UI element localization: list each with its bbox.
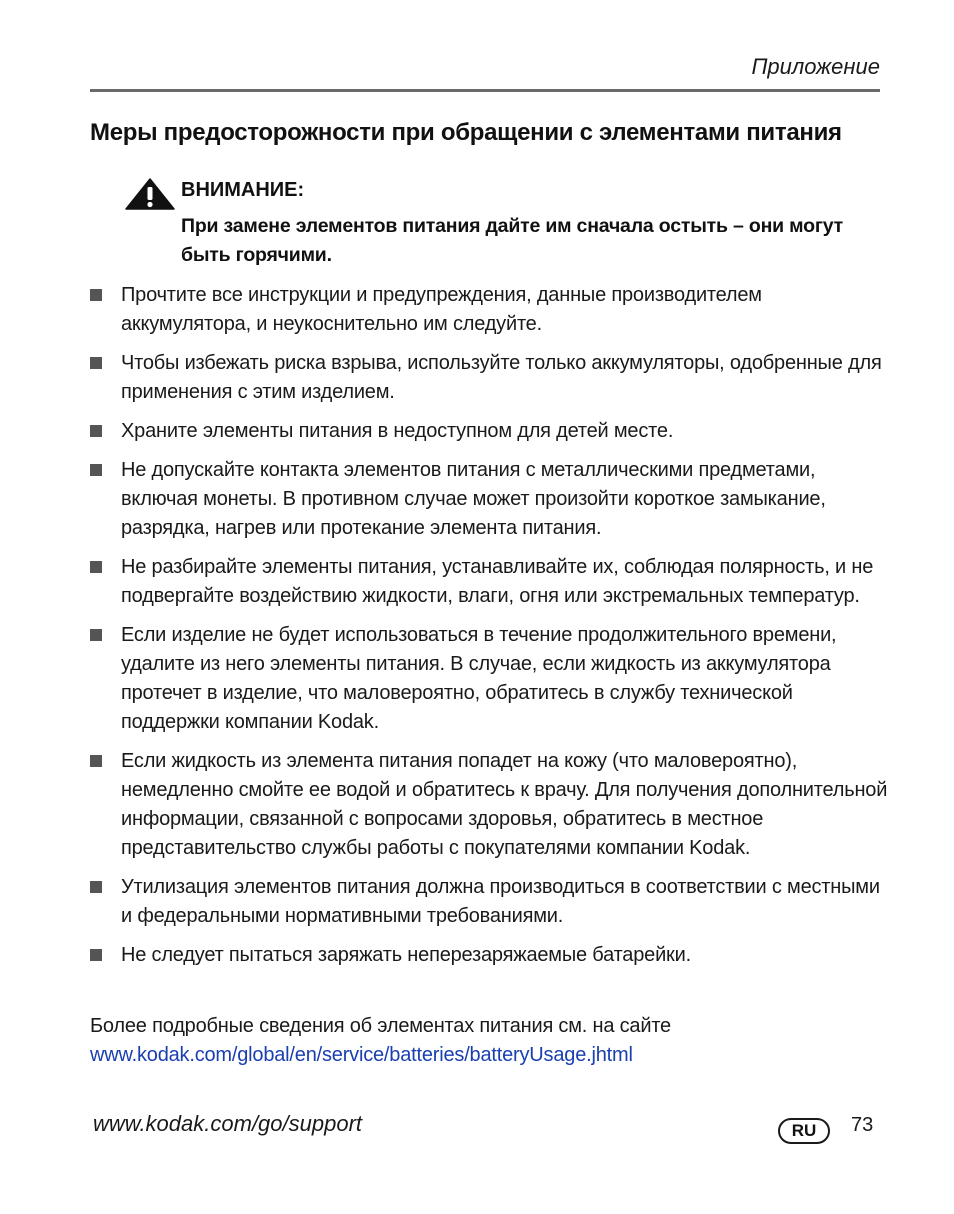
list-item xyxy=(90,417,890,446)
language-badge: RU xyxy=(778,1118,830,1144)
list-item xyxy=(90,349,890,407)
bullet-marker xyxy=(90,464,102,476)
bullet-marker xyxy=(90,561,102,573)
list-item-text: Если жидкость из элемента питания попадет на кожу (что маловероятно), немедленно смойте ее водой и обратитесь к врачу. Для получения дополнительной информации, связанной с вопросами здоровья, обратитесь в местное представительство службы работы с покупателями компании Kodak. xyxy=(121,750,888,859)
list-item xyxy=(90,941,890,970)
list-item-text: Если изделие не будет использоваться в течение продолжительного времени, удалите из него элементы питания. В случае, если жидкость из аккумулятора протечет в изделие, что маловероятно, обратитесь в службу технической поддержки компании Kodak. xyxy=(121,624,837,733)
footer-support-url: www.kodak.com/go/support xyxy=(93,1111,363,1136)
bullet-marker xyxy=(90,629,102,641)
bullet-marker xyxy=(90,755,102,767)
header-section-title: Приложение xyxy=(751,54,880,79)
bullet-marker xyxy=(90,289,102,301)
list-item-text: Не допускайте контакта элементов питания с металлическими предметами, включая монеты. В противном случае может произойти короткое замыкание, разрядка, нагрев или протекание элемента питания. xyxy=(121,459,826,539)
bullet-marker xyxy=(90,881,102,893)
warning-heading: ВНИМАНИЕ: xyxy=(181,179,305,201)
header-divider xyxy=(90,89,880,92)
list-item xyxy=(90,621,890,737)
more-info-text: Более подробные сведения об элементах питания см. на сайте xyxy=(90,1015,671,1037)
list-item xyxy=(90,873,890,931)
list-item-text: Прочтите все инструкции и предупреждения, данные производителем аккумулятора, и неукоснительно им следуйте. xyxy=(121,284,762,335)
list-item xyxy=(90,456,890,543)
list-item-text: Утилизация элементов питания должна производиться в соответствии с местными и федеральными нормативными требованиями. xyxy=(121,876,880,927)
bullet-marker xyxy=(90,357,102,369)
list-item-text: Не следует пытаться заряжать неперезаряжаемые батарейки. xyxy=(121,944,691,966)
list-item-text: Храните элементы питания в недоступном для детей месте. xyxy=(121,420,674,442)
battery-usage-link[interactable]: www.kodak.com/global/en/service/batteries/batteryUsage.jhtml xyxy=(90,1044,633,1066)
bullet-marker xyxy=(90,425,102,437)
list-item-text: Чтобы избежать риска взрыва, используйте только аккумуляторы, одобренные для применения с этим изделием. xyxy=(121,352,882,403)
warning-text: При замене элементов питания дайте им сначала остыть – они могут быть горячими. xyxy=(181,215,844,266)
list-item xyxy=(90,281,890,339)
warning-triangle-icon xyxy=(125,178,175,210)
bullet-marker xyxy=(90,949,102,961)
page-title: Меры предосторожности при обращении с элементами питания xyxy=(90,119,842,146)
list-item xyxy=(90,747,890,863)
more-info-paragraph xyxy=(90,1012,890,1070)
list-item xyxy=(90,553,890,611)
list-item-text: Не разбирайте элементы питания, устанавливайте их, соблюдая полярность, и не подвергайте воздействию жидкости, влаги, огня или экстремальных температур. xyxy=(121,556,874,607)
precautions-list xyxy=(90,281,890,980)
page-number: 73 xyxy=(851,1114,874,1136)
